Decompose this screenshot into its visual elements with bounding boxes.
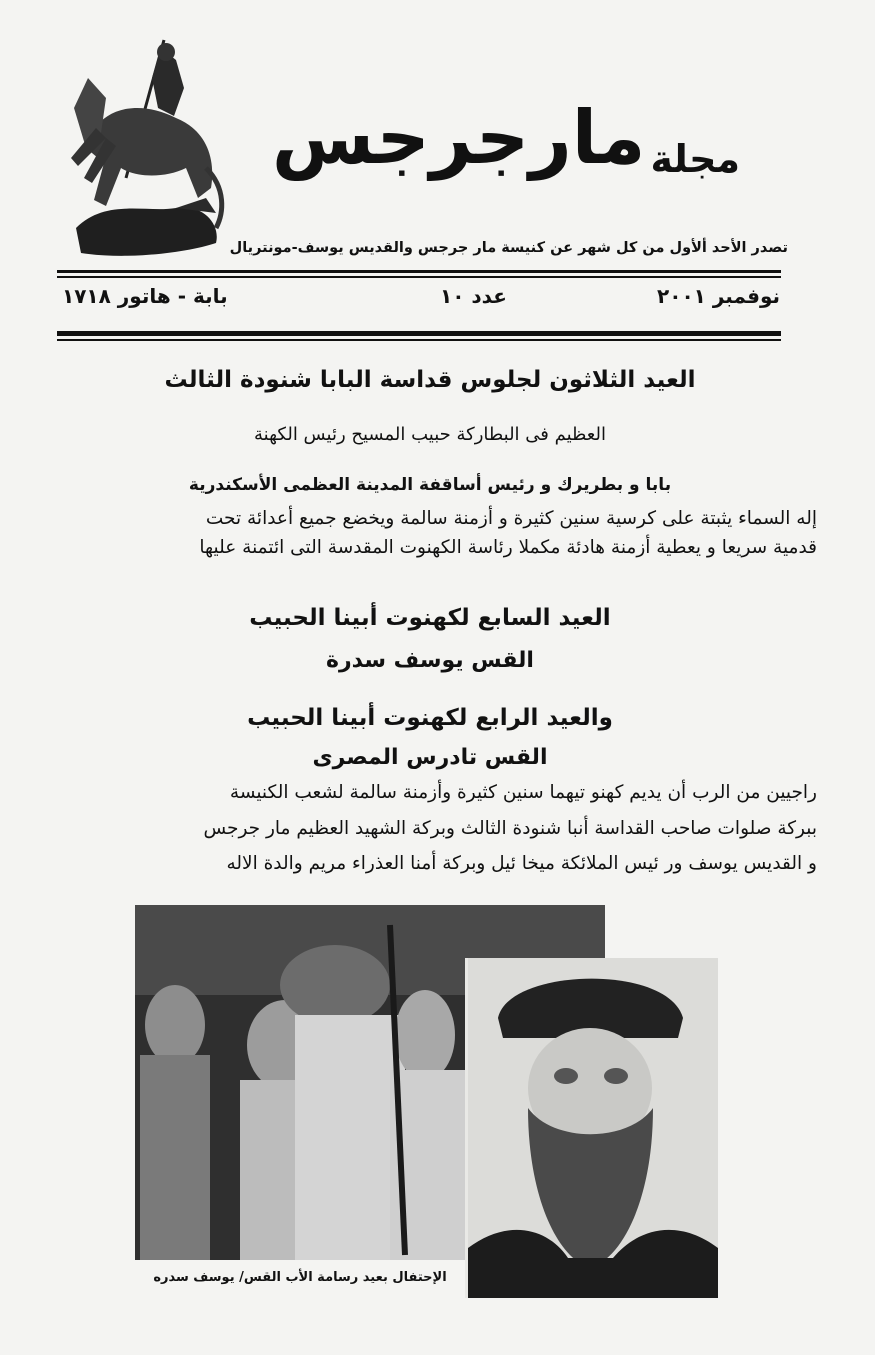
- article-headline: العيد الثلاثون لجلوس قداسة البابا شنودة الثالث: [164, 367, 696, 393]
- issue-number: عدد ١٠: [440, 284, 507, 308]
- article-subline: العظيم فى البطاركة حبيب المسيح رئيس الكهنة: [254, 424, 606, 445]
- paragraph-line: و القديس يوسف ور ئيس الملائكة ميخا ئيل وبركة أمنا العذراء مريم والدة الاله: [226, 853, 817, 874]
- priest-portrait-photo: [465, 958, 718, 1298]
- title-word-name: مارجرجس: [271, 95, 646, 181]
- priest-name: القس تادرس المصرى: [312, 745, 548, 770]
- paragraph-line: إله السماء يثبتة على كرسية سنين كثيرة و أزمنة سالمة ويخضع جميع أعدائة تحت: [205, 508, 817, 529]
- paragraph-line: قدمية سريعا و يعطية أزمنة هادئة مكملا رئاسة الكهنوت المقدسة التى ائتمنة عليها: [199, 537, 817, 558]
- divider-rule: [57, 276, 781, 278]
- masthead-subtitle: تصدر الأحد ألأول من كل شهر عن كنيسة مار جرجس والقديس يوسف-مونتريال: [229, 240, 788, 256]
- paragraph-line: راجيين من الرب أن يديم كهنو تيهما سنين كثيرة وأزمنة سالمة لشعب الكنيسة: [229, 782, 817, 803]
- issue-info-bar: [60, 284, 782, 320]
- anniversary-title: العيد السابع لكهنوت أبينا الحبيب: [249, 605, 611, 631]
- magazine-title: [271, 95, 740, 181]
- priest-portrait-image: [468, 958, 718, 1298]
- divider-rule: [57, 270, 781, 273]
- divider-rule: [57, 331, 781, 336]
- divider-rule: [57, 339, 781, 341]
- st-george-logo: [66, 38, 226, 260]
- coptic-date: بابة - هاتور ١٧١٨: [62, 284, 228, 308]
- photo-caption: الإحتفال بعيد رسامة الأب القس/ يوسف سدره: [153, 1270, 447, 1285]
- anniversary-title: والعيد الرابع لكهنوت أبينا الحبيب: [247, 705, 613, 731]
- priest-name: القس يوسف سدرة: [326, 648, 534, 673]
- paragraph-line: ببركة صلوات صاحب القداسة أنبا شنودة الثالث وبركة الشهيد العظيم مار جرجس: [203, 818, 817, 839]
- issue-date: نوفمبر ٢٠٠١: [657, 284, 780, 308]
- article-subline-bold: بابا و بطريرك و رئيس أساقفة المدينة العظمى الأسكندرية: [188, 475, 672, 495]
- title-word-magazine: مجلة: [650, 137, 740, 181]
